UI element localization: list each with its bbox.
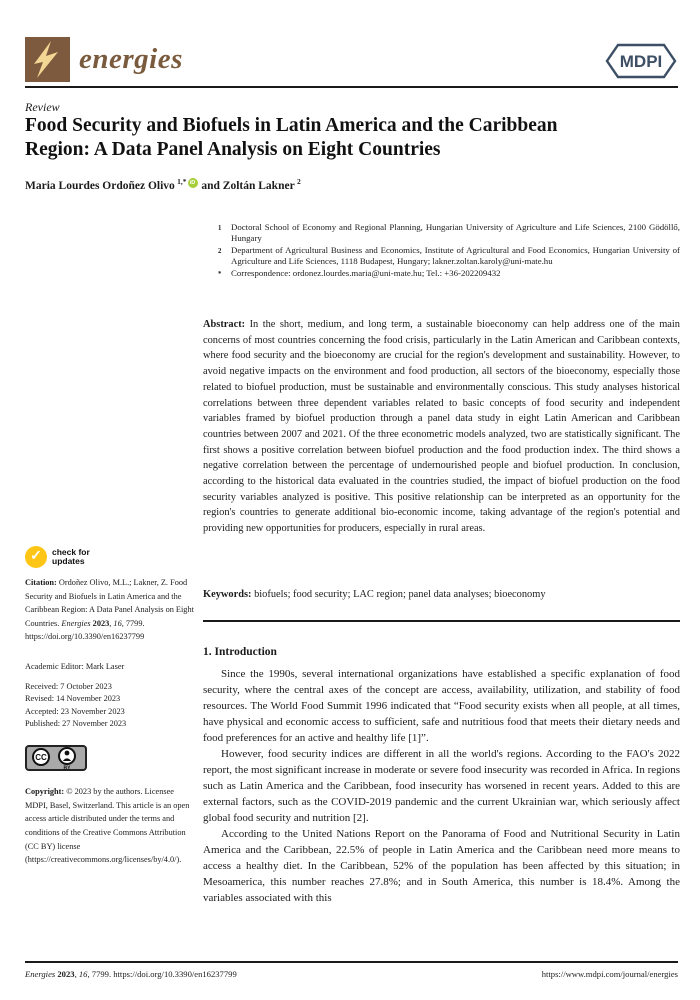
copyright-text: © 2023 by the authors. Licensee MDPI, Basel, Switzerland. This article is an open access article distributed under the terms and conditions of the Creative Commons Attribution (CC BY) license (https://creativecommons.org/licenses/by/4.0/). [25,787,190,865]
authors-line [25,177,301,192]
footer-doi-link[interactable]: https://doi.org/10.3390/en16237799 [113,969,237,979]
by-person-icon [59,748,75,764]
academic-editor: Academic Editor: Mark Laser [25,661,125,671]
revised-date: Revised: 14 November 2023 [25,694,121,704]
citation-volume: , 16 [109,618,122,628]
svg-text:CC: CC [35,752,47,762]
introduction-section [203,644,680,906]
author-1-marker: 1,* [177,177,187,186]
journal-logo[interactable] [25,37,183,82]
footer-pages: , 7799. [87,969,114,979]
affiliation-marker: * [218,270,222,278]
accepted-date: Accepted: 23 November 2023 [25,706,125,716]
intro-heading: 1. Introduction [203,646,277,658]
citation-text: Ordoñez Olivo, M.L.; Lakner, Z. Food Security and Biofuels in Latin America and the Caribbean Region: A Data Panel Analysis on Eight Countries. [25,578,194,628]
copyright-label: Copyright: [25,787,65,797]
citation-label: Citation: [25,578,57,587]
footer-journal-url[interactable]: https://www.mdpi.com/journal/energies [541,969,678,979]
intro-paragraph: Since the 1990s, several international organizations have established a specific explanation of food security, where the central axes of the concept are access, availability, utilization, and stability of food resources. The World Food Summit 1996 indicated that “Food security exists when all people, at all times, have physical and economic access to sufficient, safe and nutritious food that meets their dietary needs and food preferences for an active and healthy life [1]”. [203,668,680,744]
orcid-icon[interactable]: iD [188,178,198,188]
keywords-text: biofuels; food security; LAC region; panel data analyses; bioeconomy [254,589,546,600]
cc-license-badge[interactable] [25,745,195,776]
copyright-block [25,785,195,867]
intro-paragraph: According to the United Nations Report on the Panorama of Food and Nutritional Security in Latin America and the Caribbean, 22.5% of people in Latin America and the Caribbean need more means to access a healthy diet. In the Caribbean, 52% of the population has been affected by this situation; in Mesoamerica, this number reaches 27.8%; and in South America, this number is 18.4%. Among the variables associated with this [203,828,680,904]
journal-header [25,37,678,85]
citation-journal: Energies [61,618,91,628]
authors-connector: and [201,179,220,192]
published-date: Published: 27 November 2023 [25,719,127,729]
affiliation-row [218,245,680,268]
affiliation-text: Doctoral School of Economy and Regional Planning, Hungarian University of Agriculture and Life Sciences, 2100 Gödöllő, Hungary [231,222,680,244]
lightning-bolt-icon [25,37,70,82]
dates-block [25,681,195,731]
article-type: Review [25,100,60,114]
journal-name: energies [79,43,183,75]
footer-volume: , 16 [74,969,88,979]
section-divider [203,620,680,622]
author-2-marker: 2 [297,177,301,186]
check-icon: ✓ [25,546,47,568]
check-updates-label: check for updates [52,546,90,566]
correspondence-text: Correspondence: ordonez.lourdes.maria@uni-mate.hu; Tel.: +36-202209432 [231,267,501,278]
intro-paragraph: However, food security indices are different in all the world's regions. According to the FAO's 2022 report, the most significant increase in moderate or severe food insecurity was recorded in Africa. In regions such as Latin America and the Caribbean, food insecurity has worsened in recent years. Added to this are external factors, such as the COVID-2019 pandemic and the current Ukrainian war, which seriously affect global food security and nutrition [2]. [203,748,680,824]
affiliation-row [218,222,680,245]
header-rule [25,86,678,88]
check-updates-badge[interactable] [25,546,195,568]
received-date: Received: 7 October 2023 [25,681,112,691]
author-name-2: Zoltán Lakner [222,179,295,192]
title-line-1: Food Security and Biofuels in Latin America and the Caribbean [25,115,558,136]
affiliations [218,222,680,280]
affiliation-marker: 2 [218,247,222,255]
title-line-2: Region: A Data Panel Analysis on Eight Countries [25,138,441,160]
citation-block [25,576,195,644]
affiliation-row [218,268,680,280]
sidebar [25,546,195,867]
abstract [203,317,680,537]
abstract-label: Abstract: [203,319,246,330]
footer-citation [25,969,237,979]
abstract-text: In the short, medium, and long term, a sustainable bioeconomy can help address one of the main concerns of most countries concerning the food crisis, particularly in the Latin American and Caribbean contexts, where food security and the bioeconomy are crucial for the region's development and sustainability. However, to avoid negative impacts on the environment and food production, all sectors of the bioeconomy, especially those related to biofuel production, must be sustainable and environmentally conscious. This study analyses historical correlations between three dependent variables related to basic concepts of food security and independent variables framed by biofuel production through a panel data study in eight Latin American and Caribbean countries between 2007 and 2021. Of the three econometric models analyzed, two are statistically significant. The first shows a positive correlation between biofuel production and the food production index. The third shows a negative correlation between the percentage of undernourished people and biofuel production. In conclusion, according to the historical data evaluated in the countries studied, the impact of biofuel production on the food security variables analyzed is positive. This positive relationship can be interpreted as an opportunity for the region's countries to generate additional bio-economic income, taking advantage of the region's potential and providing new opportunities for producers, especially in rural areas. [203,319,680,535]
page-footer [25,969,678,979]
footer-journal: Energies [25,969,56,979]
author-name-1: Maria Lourdes Ordoñez Olivo [25,179,175,192]
citation-doi-link[interactable]: https://doi.org/10.3390/en16237799 [25,632,145,642]
mdpi-logo-text: MDPI [619,52,663,71]
page-title [25,114,685,161]
keywords [203,589,680,600]
svg-text:BY: BY [63,765,71,771]
affiliation-marker: 1 [218,225,222,232]
keywords-label: Keywords: [203,589,252,600]
mdpi-logo[interactable] [604,42,678,85]
citation-year: 2023 [90,618,110,628]
footer-year: 2023 [55,969,75,979]
citation-pages: , 7799. [121,618,145,628]
affiliation-text: Department of Agricultural Business and Economics, Institute of Agricultural and Food Economics, Hungarian University of Agriculture and Life Sciences, 1118 Budapest, Hungary; lakner.zoltan.karoly@uni-mate.hu [231,244,680,267]
footer-rule [25,961,678,963]
